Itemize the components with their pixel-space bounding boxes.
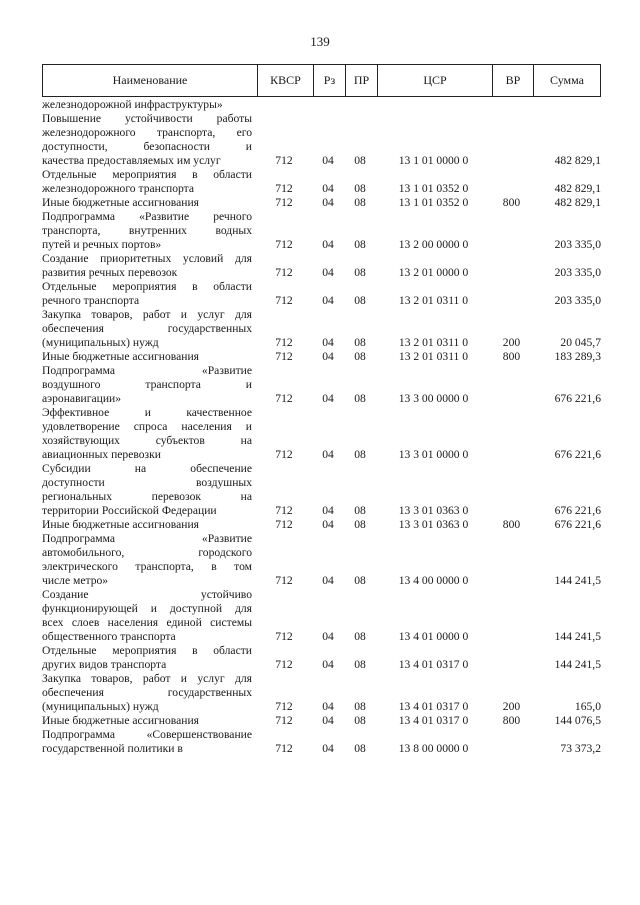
row-name-line: железнодорожного транспорта, его	[42, 126, 252, 139]
cell-csr: 13 2 01 0311 0	[398, 350, 469, 363]
table-row	[42, 308, 601, 350]
row-name-line: транспорта, внутренних водных	[42, 224, 252, 237]
cell-kvsr: 712	[275, 700, 293, 713]
cell-csr: 13 3 01 0363 0	[398, 518, 469, 531]
cell-rz: 04	[322, 518, 334, 531]
row-name-line: (муниципальных) нужд	[42, 700, 159, 713]
row-name-line: железнодорожной инфраструктуры»	[42, 98, 223, 111]
cell-rz: 04	[322, 448, 334, 461]
row-name-line: доступности воздушных	[42, 476, 252, 489]
row-name	[42, 672, 256, 714]
cell-csr: 13 2 01 0000 0	[398, 266, 469, 279]
row-name-line: обеспечения государственных	[42, 322, 252, 335]
row-name-line: Иные бюджетные ассигнования	[42, 350, 199, 363]
row-name	[42, 364, 256, 406]
cell-rz: 04	[322, 238, 334, 251]
table-row	[42, 672, 601, 714]
cell-sum: 676 221,6	[554, 392, 601, 405]
cell-sum: 183 289,3	[554, 350, 601, 363]
cell-sum: 73 373,2	[560, 742, 601, 755]
cell-kvsr: 712	[275, 154, 293, 167]
cell-kvsr: 712	[275, 196, 293, 209]
page-number: 139	[310, 34, 330, 49]
row-name-line: других видов транспорта	[42, 658, 167, 671]
table-body	[42, 98, 601, 756]
row-name-line: общественного транспорта	[42, 630, 176, 643]
row-name-line: Подпрограмма «Совершенствование	[42, 728, 252, 741]
table-row	[42, 588, 601, 644]
cell-pr: 08	[354, 294, 366, 307]
row-name	[42, 210, 256, 252]
cell-vr: 200	[502, 336, 521, 349]
cell-pr: 08	[354, 504, 366, 517]
cell-rz: 04	[322, 182, 334, 195]
row-name-line: Подпрограмма «Развитие речного	[42, 210, 252, 223]
cell-sum: 676 221,6	[554, 518, 601, 531]
cell-kvsr: 712	[275, 518, 293, 531]
row-name-line: электрического транспорта, в том	[42, 560, 252, 573]
cell-pr: 08	[354, 742, 366, 755]
row-name-line: Иные бюджетные ассигнования	[42, 518, 199, 531]
cell-pr: 08	[354, 238, 366, 251]
row-name-line: аэронавигации»	[42, 392, 122, 405]
cell-kvsr: 712	[275, 658, 293, 671]
cell-sum: 203 335,0	[554, 294, 601, 307]
table-row	[42, 532, 601, 588]
row-name-line: Повышение устойчивости работы	[42, 112, 252, 125]
row-name-line: Закупка товаров, работ и услуг для	[42, 672, 252, 685]
row-name-line: автомобильного, городского	[42, 546, 252, 559]
cell-sum: 144 076,5	[554, 714, 601, 727]
row-name-line: Отдельные мероприятия в области	[42, 168, 252, 181]
row-name-line: Подпрограмма «Развитие	[42, 364, 252, 377]
row-name-line: (муниципальных) нужд	[42, 336, 159, 349]
cell-kvsr: 712	[275, 392, 293, 405]
cell-rz: 04	[322, 742, 334, 755]
cell-rz: 04	[322, 504, 334, 517]
cell-sum: 676 221,6	[554, 504, 601, 517]
table-row	[42, 280, 601, 308]
row-name	[42, 112, 256, 168]
row-name	[42, 98, 256, 112]
row-name	[42, 308, 256, 350]
cell-rz: 04	[322, 336, 334, 349]
table-row	[42, 714, 601, 728]
cell-csr: 13 1 01 0352 0	[398, 196, 469, 209]
cell-pr: 08	[354, 448, 366, 461]
cell-sum: 144 241,5	[554, 574, 601, 587]
cell-kvsr: 712	[275, 574, 293, 587]
table-row	[42, 350, 601, 364]
column-header-kvsr: КВСР	[257, 65, 313, 96]
row-name-line: хозяйствующих субъектов на	[42, 434, 252, 447]
cell-csr: 13 4 01 0317 0	[398, 714, 469, 727]
row-name-line: путей и речных портов»	[42, 238, 162, 251]
cell-vr: 800	[502, 350, 521, 363]
row-name-line: речного транспорта	[42, 294, 140, 307]
row-name	[42, 350, 256, 364]
column-header-sum: Сумма	[533, 65, 600, 96]
row-name-line: авиационных перевозки	[42, 448, 161, 461]
table-row	[42, 644, 601, 672]
cell-rz: 04	[322, 630, 334, 643]
cell-rz: 04	[322, 574, 334, 587]
cell-sum: 165,0	[574, 700, 601, 713]
cell-rz: 04	[322, 700, 334, 713]
cell-kvsr: 712	[275, 714, 293, 727]
table-row	[42, 518, 601, 532]
cell-pr: 08	[354, 392, 366, 405]
row-name	[42, 532, 256, 588]
cell-rz: 04	[322, 392, 334, 405]
cell-kvsr: 712	[275, 504, 293, 517]
column-header-csr: ЦСР	[377, 65, 492, 96]
cell-rz: 04	[322, 714, 334, 727]
cell-pr: 08	[354, 630, 366, 643]
row-name-line: Эффективное и качественное	[42, 406, 252, 419]
cell-sum: 482 829,1	[554, 154, 601, 167]
cell-pr: 08	[354, 518, 366, 531]
cell-sum: 203 335,0	[554, 266, 601, 279]
table-row	[42, 196, 601, 210]
cell-sum: 676 221,6	[554, 448, 601, 461]
row-name	[42, 280, 256, 308]
row-name-line: удовлетворение спроса населения и	[42, 420, 252, 433]
cell-kvsr: 712	[275, 448, 293, 461]
row-name-line: государственной политики в	[42, 742, 183, 755]
cell-sum: 20 045,7	[560, 336, 601, 349]
row-name-line: территории Российской Федерации	[42, 504, 217, 517]
table-header	[42, 64, 601, 97]
cell-pr: 08	[354, 182, 366, 195]
row-name	[42, 518, 256, 532]
table-row	[42, 728, 601, 756]
row-name-line: Подпрограмма «Развитие	[42, 532, 252, 545]
row-name-line: Отдельные мероприятия в области	[42, 280, 252, 293]
row-name-line: функционирующей и доступной для	[42, 602, 252, 615]
cell-kvsr: 712	[275, 182, 293, 195]
cell-vr: 800	[502, 714, 521, 727]
row-name	[42, 644, 256, 672]
cell-pr: 08	[354, 336, 366, 349]
row-name	[42, 728, 256, 756]
cell-pr: 08	[354, 714, 366, 727]
row-name	[42, 462, 256, 518]
cell-csr: 13 3 01 0000 0	[398, 448, 469, 461]
row-name-line: развития речных перевозок	[42, 266, 178, 279]
cell-kvsr: 712	[275, 336, 293, 349]
row-name-line: Создание приоритетных условий для	[42, 252, 252, 265]
table-row	[42, 462, 601, 518]
cell-csr: 13 8 00 0000 0	[398, 742, 469, 755]
cell-csr: 13 4 01 0317 0	[398, 700, 469, 713]
row-name-line: числе метро»	[42, 574, 109, 587]
cell-sum: 203 335,0	[554, 238, 601, 251]
cell-rz: 04	[322, 154, 334, 167]
cell-rz: 04	[322, 196, 334, 209]
cell-csr: 13 4 01 0317 0	[398, 658, 469, 671]
cell-vr: 800	[502, 196, 521, 209]
cell-sum: 482 829,1	[554, 182, 601, 195]
cell-csr: 13 2 01 0311 0	[398, 294, 469, 307]
cell-rz: 04	[322, 658, 334, 671]
cell-kvsr: 712	[275, 266, 293, 279]
column-header-pr: ПР	[345, 65, 377, 96]
column-header-vr: ВР	[492, 65, 533, 96]
row-name-line: качества предоставляемых им услуг	[42, 154, 221, 167]
cell-csr: 13 1 01 0000 0	[398, 154, 469, 167]
cell-pr: 08	[354, 350, 366, 363]
row-name-line: Иные бюджетные ассигнования	[42, 196, 199, 209]
cell-pr: 08	[354, 154, 366, 167]
table-row	[42, 210, 601, 252]
cell-rz: 04	[322, 350, 334, 363]
column-header-name: Наименование	[112, 73, 188, 87]
row-name	[42, 252, 256, 280]
cell-kvsr: 712	[275, 350, 293, 363]
cell-csr: 13 3 00 0000 0	[398, 392, 469, 405]
cell-rz: 04	[322, 294, 334, 307]
cell-pr: 08	[354, 700, 366, 713]
row-name-line: региональных перевозок на	[42, 490, 252, 503]
cell-kvsr: 712	[275, 742, 293, 755]
cell-kvsr: 712	[275, 294, 293, 307]
cell-pr: 08	[354, 196, 366, 209]
cell-csr: 13 2 01 0311 0	[398, 336, 469, 349]
row-name-line: Закупка товаров, работ и услуг для	[42, 308, 252, 321]
row-name	[42, 406, 256, 462]
cell-vr: 200	[502, 700, 521, 713]
row-name-line: воздушного транспорта и	[42, 378, 252, 391]
row-name-line: Создание устойчиво	[42, 588, 252, 601]
cell-csr: 13 4 00 0000 0	[398, 574, 469, 587]
cell-sum: 482 829,1	[554, 196, 601, 209]
table-row	[42, 252, 601, 280]
row-name	[42, 168, 256, 196]
cell-csr: 13 4 01 0000 0	[398, 630, 469, 643]
cell-kvsr: 712	[275, 630, 293, 643]
row-name	[42, 714, 256, 728]
cell-pr: 08	[354, 574, 366, 587]
table-row	[42, 406, 601, 462]
row-name	[42, 588, 256, 644]
row-name-line: железнодорожного транспорта	[42, 182, 194, 195]
table-row	[42, 98, 601, 112]
row-name-line: Отдельные мероприятия в области	[42, 644, 252, 657]
cell-pr: 08	[354, 266, 366, 279]
row-name-line: обеспечения государственных	[42, 686, 252, 699]
cell-vr: 800	[502, 518, 521, 531]
table-row	[42, 112, 601, 168]
cell-csr: 13 1 01 0352 0	[398, 182, 469, 195]
row-name-line: Субсидии на обеспечение	[42, 462, 252, 475]
row-name-line: доступности, безопасности и	[42, 140, 252, 153]
cell-rz: 04	[322, 266, 334, 279]
table-row	[42, 364, 601, 406]
cell-csr: 13 2 00 0000 0	[398, 238, 469, 251]
table-row	[42, 168, 601, 196]
cell-csr: 13 3 01 0363 0	[398, 504, 469, 517]
column-header-rz: Рз	[313, 65, 345, 96]
cell-sum: 144 241,5	[554, 658, 601, 671]
row-name	[42, 196, 256, 210]
row-name-line: Иные бюджетные ассигнования	[42, 714, 199, 727]
cell-sum: 144 241,5	[554, 630, 601, 643]
cell-pr: 08	[354, 658, 366, 671]
row-name-line: всех слоев населения единой системы	[42, 616, 252, 629]
cell-kvsr: 712	[275, 238, 293, 251]
